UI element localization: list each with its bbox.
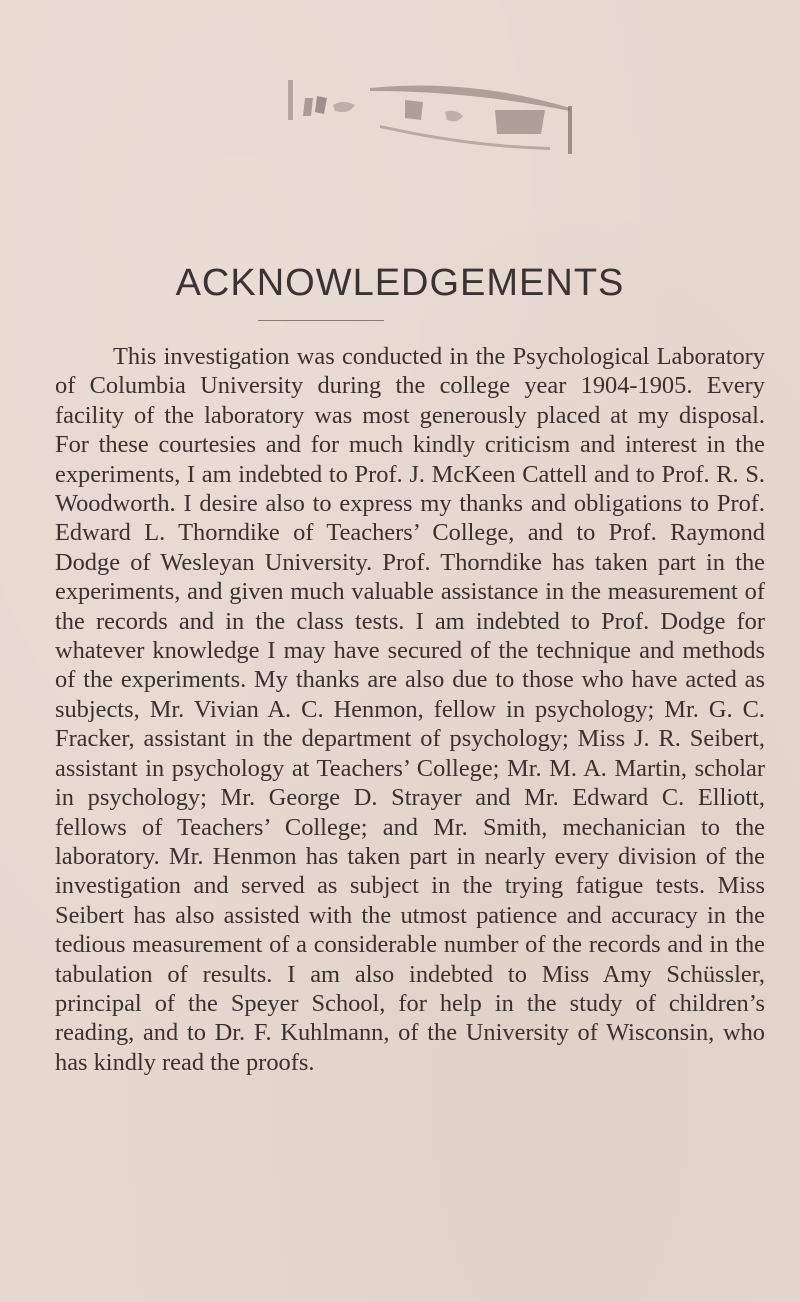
acknowledgements-body	[55, 342, 765, 1077]
library-stamp-icon	[285, 70, 585, 160]
title-divider	[258, 320, 384, 321]
acknowledgements-paragraph: This investigation was conducted in the Psychological Laboratory of Columbia University during the college year 1904-1905. Every facility of the laboratory was most generously placed at my disposal. For these courtesies and for much kindly criticism and interest in the experiments, I am indebted to Prof. J. McKeen Cattell and to Prof. R. S. Woodworth. I desire also to express my thanks and obligations to Prof. Edward L. Thorndike of Teachers’ College, and to Prof. Raymond Dodge of Wesleyan University. Prof. Thorndike has taken part in the experiments, and given much valuable assistance in the measurement of the records and in the class tests. I am indebted to Prof. Dodge for whatever knowledge I may have secured of the technique and methods of the experiments. My thanks are also due to those who have acted as subjects, Mr. Vivian A. C. Henmon, fellow in psychology; Mr. G. C. Fracker, assistant in the department of psychology; Miss J. R. Seibert, assistant in psychology at Teachers’ College; Mr. M. A. Martin, scholar in psychology; Mr. George D. Strayer and Mr. Edward C. Elliott, fellows of Teachers’ College; and Mr. Smith, mechanician to the laboratory. Mr. Henmon has taken part in nearly every division of the investigation and served as subject in the trying fatigue tests. Miss Seibert has also assisted with the utmost patience and accuracy in the tedious measurement of a considerable number of the records and in the tabulation of results. I am also indebted to Miss Amy Schüssler, principal of the Speyer School, for help in the study of children’s reading, and to Dr. F. Kuhlmann, of the University of Wisconsin, who has kindly read the proofs.	[55, 343, 765, 1076]
page-title: ACKNOWLEDGEMENTS	[175, 262, 625, 304]
